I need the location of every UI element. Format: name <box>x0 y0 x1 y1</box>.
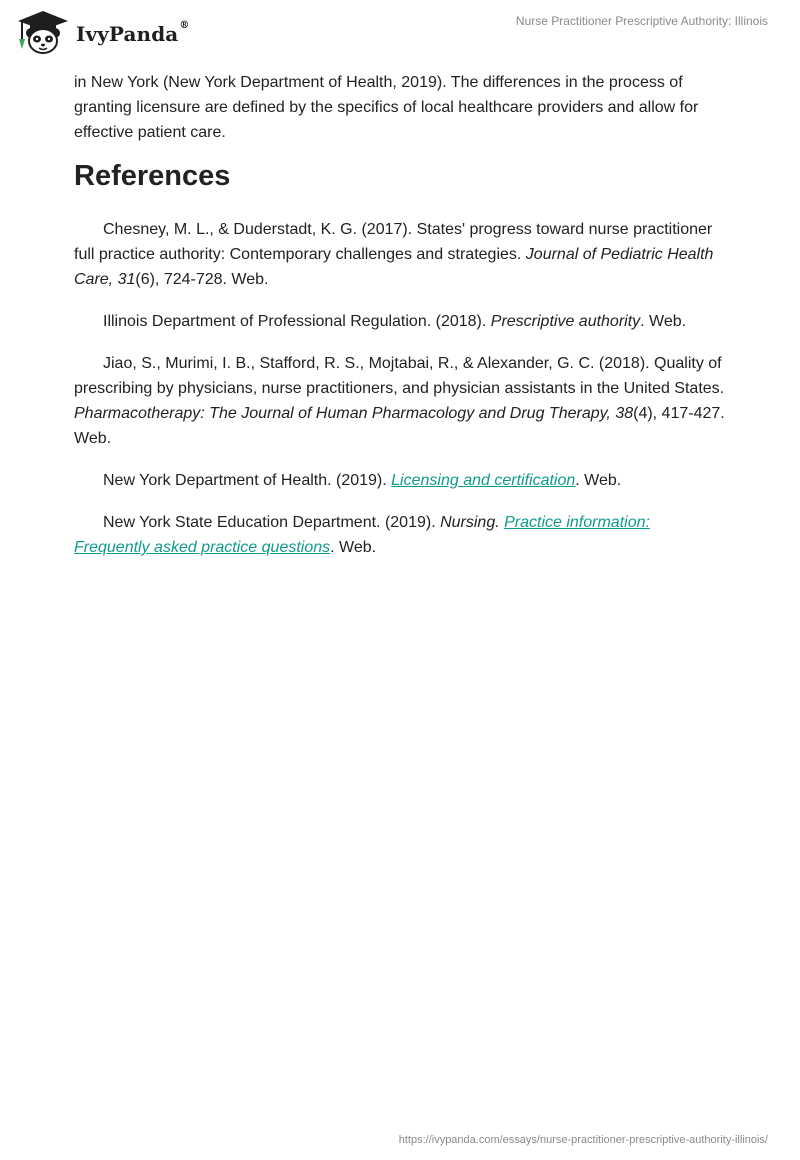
footer-url[interactable]: https://ivypanda.com/essays/nurse-practitioner-prescriptive-authority-illinois/ <box>398 1134 768 1146</box>
reference-journal: Journal of Pediatric Health Care, 31 <box>74 246 714 288</box>
reference-jiao <box>74 351 726 451</box>
reference-rest: . Web. <box>575 472 622 489</box>
reference-text: Illinois Department of Professional Regulation. (2018). <box>103 313 491 330</box>
document-title: Nurse Practitioner Prescriptive Authority: Illinois <box>515 14 768 28</box>
references-heading: References <box>74 160 231 192</box>
brand-text: IvyPanda <box>76 22 179 46</box>
reference-rest: . Web. <box>640 313 687 330</box>
practice-info-link[interactable]: Practice information: Frequently asked practice questions <box>74 514 650 556</box>
reference-journal: Pharmacotherapy: The Journal of Human Pharmacology and Drug Therapy, 38 <box>74 405 634 422</box>
reference-text: Chesney, M. L., & Duderstadt, K. G. (2017). States' progress toward nurse practitioner full practice authority: Contemporary challenges and strategies. <box>74 221 713 263</box>
reference-text: New York State Education Department. (2019). <box>103 514 441 531</box>
intro-paragraph: in New York (New York Department of Health, 2019). The differences in the process of granting licensure are defined by the specifics of local healthcare providers and allow for effective patient care. <box>74 74 699 141</box>
ivypanda-logo[interactable] <box>16 8 189 56</box>
panda-graduate-icon <box>16 9 70 55</box>
licensing-link[interactable]: Licensing and certification <box>391 472 576 489</box>
reference-title: Prescriptive authority <box>490 313 641 330</box>
registered-mark: ® <box>179 20 190 31</box>
reference-text: Jiao, S., Murimi, I. B., Stafford, R. S., Mojtabai, R., & Alexander, G. C. (2018). Quality of prescribing by physicians, nurse practitioners, and physician assistants in the United States. <box>74 355 725 397</box>
reference-italic: Nursing. <box>440 514 500 531</box>
reference-chesney <box>74 217 726 292</box>
document-body <box>74 70 726 577</box>
reference-text: New York Department of Health. (2019). <box>103 472 392 489</box>
reference-rest: (6), 724-728. Web. <box>135 271 269 288</box>
reference-nysed <box>74 510 726 560</box>
brand-name <box>76 22 189 46</box>
reference-illinois <box>74 309 726 334</box>
reference-rest: . Web. <box>330 539 377 556</box>
reference-rest: (4), 417-427. Web. <box>74 405 725 447</box>
reference-nydoh <box>74 468 726 493</box>
